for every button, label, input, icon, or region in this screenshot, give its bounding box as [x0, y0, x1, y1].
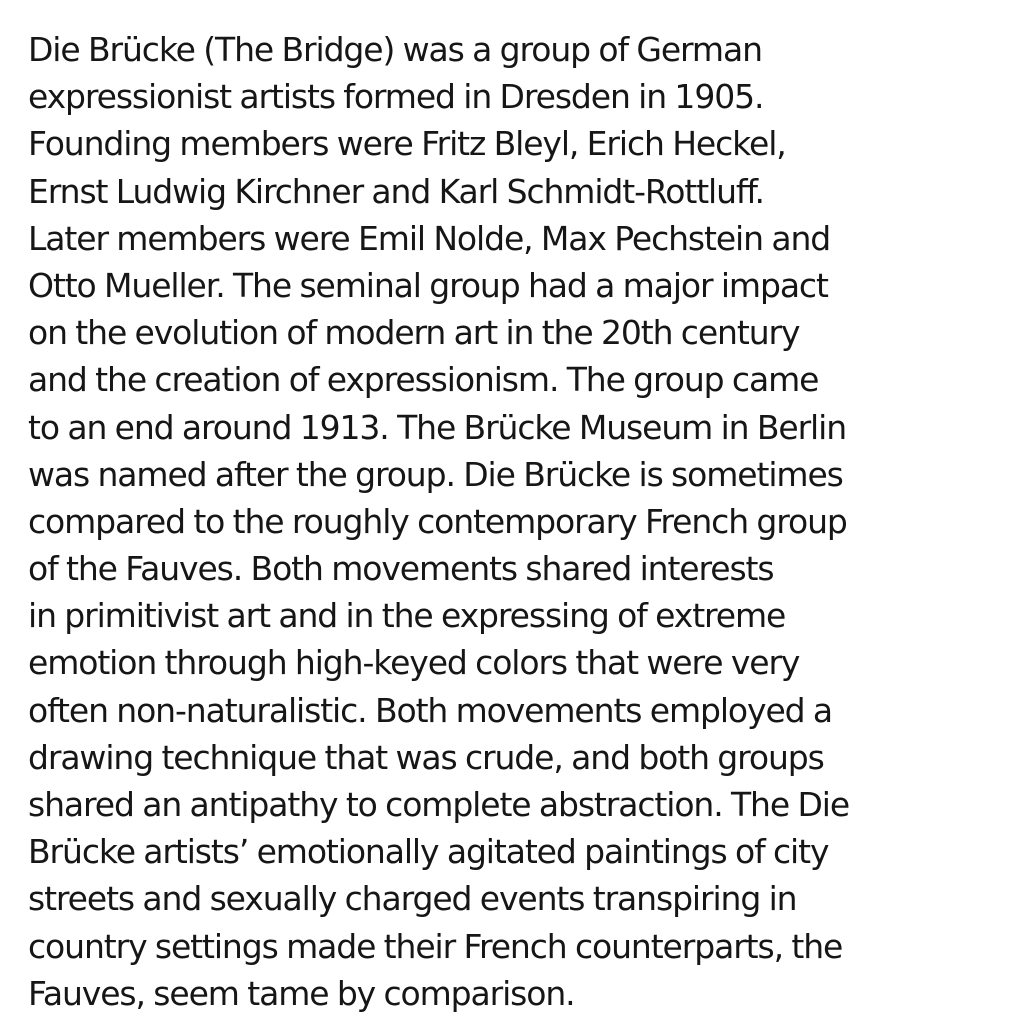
text-line-10: was named after the group. Die Brücke is sometimes: [28, 454, 843, 494]
text-line-20: country settings made their French counterparts, the: [28, 926, 843, 966]
text-line-11: compared to the roughly contemporary French group: [28, 501, 847, 541]
text-line-7: on the evolution of modern art in the 20th century: [28, 313, 800, 353]
text-line-6: Otto Mueller. The seminal group had a major impact: [28, 265, 828, 305]
text-line-14: emotion through high-keyed colors that were very: [28, 643, 800, 683]
text-line-8: and the creation of expressionism. The group came: [28, 360, 819, 400]
text-line-19: streets and sexually charged events transpiring in: [28, 879, 797, 919]
text-line-21: Fauves, seem tame by comparison.: [28, 973, 575, 1013]
text-line-1: Die Brücke (The Bridge) was a group of German: [28, 30, 762, 69]
article-text: [28, 26, 1018, 1017]
text-line-16: drawing technique that was crude, and both groups: [28, 737, 824, 777]
text-line-12: of the Fauves. Both movements shared interests: [28, 549, 774, 589]
text-line-18: Brücke artists’ emotionally agitated paintings of city: [28, 832, 829, 872]
text-line-9: to an end around 1913. The Brücke Museum in Berlin: [28, 407, 847, 447]
text-line-3: Founding members were Fritz Bleyl, Erich Heckel,: [28, 124, 786, 164]
text-line-15: often non-naturalistic. Both movements employed a: [28, 690, 833, 730]
text-line-17: shared an antipathy to complete abstraction. The Die: [28, 785, 850, 824]
text-line-2: expressionist artists formed in Dresden in 1905.: [28, 77, 764, 117]
text-line-4: Ernst Ludwig Kirchner and Karl Schmidt-Rottluff.: [28, 171, 764, 211]
text-line-5: Later members were Emil Nolde, Max Pechstein and: [28, 218, 831, 258]
text-line-13: in primitivist art and in the expressing of extreme: [28, 596, 786, 636]
